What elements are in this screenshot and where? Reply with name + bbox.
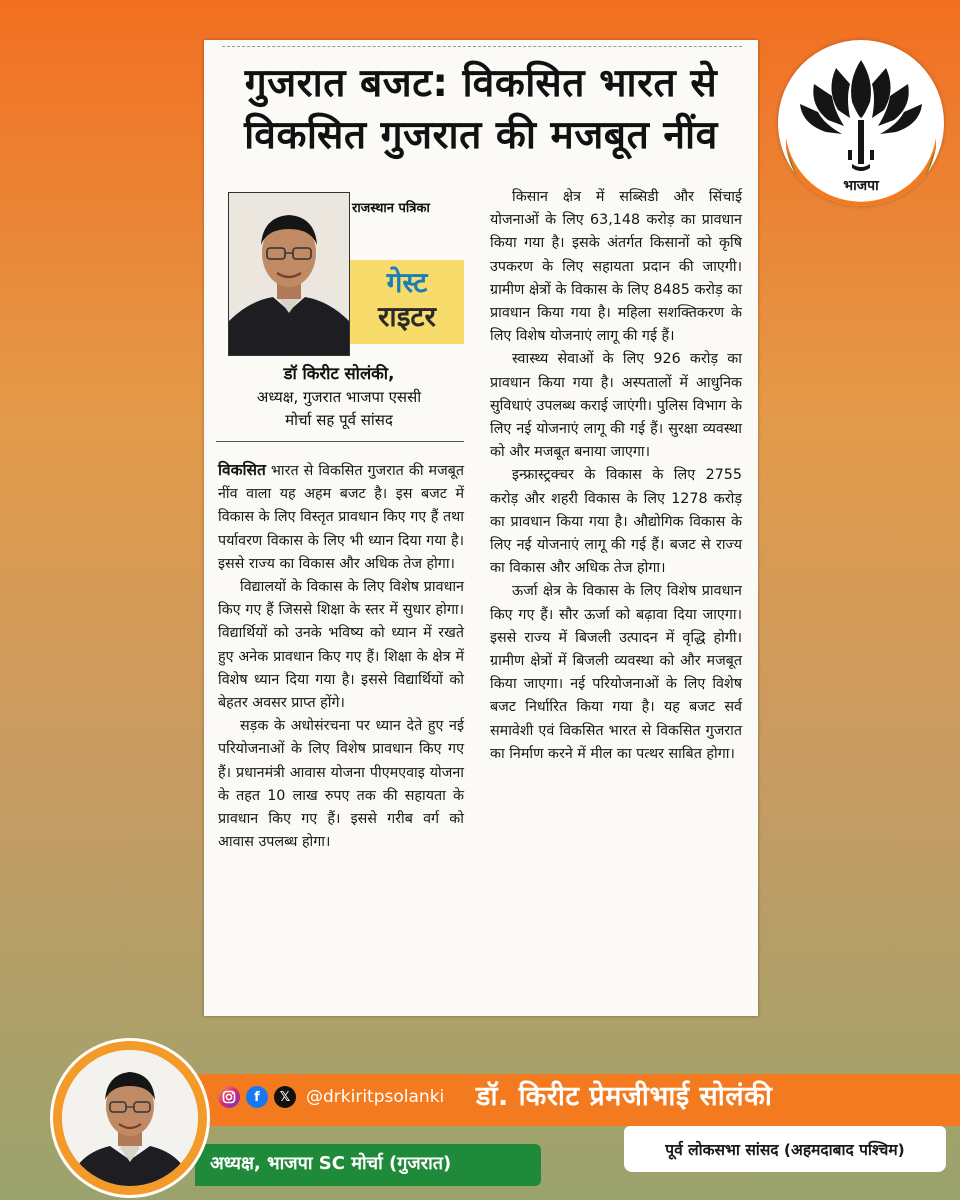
- social-handle-row: [218, 1084, 444, 1110]
- paragraph: सड़क के अधोसंरचना पर ध्यान देते हुए नई परियोजनाओं के लिए विशेष प्रावधान किए गए हैं। प्रधानमंत्री आवास योजना पीएमएवाइ योजना के तहत 10 लाख रुपए तक की सहायता के प्रावधान किए गए हैं। इससे गरीब वर्ग को आवास उपलब्ध होगा।: [218, 718, 464, 851]
- clip-top-border: [222, 46, 742, 49]
- guest-writer-badge: [350, 260, 464, 344]
- facebook-icon[interactable]: f: [246, 1086, 268, 1108]
- footer-subtitle: पूर्व लोकसभा सांसद (अहमदाबाद पश्चिम): [665, 1141, 905, 1159]
- paragraph: इन्फ्रास्ट्रक्चर के विकास के लिए 2755 करोड़ और शहरी विकास के लिए 1278 करोड़ का प्रावधान किया गया है। औद्योगिक विकास के लिए नई योजनाएं लागू की गई हैं। बजट से राज्य का विकास और अधिक तेज होगा।: [490, 467, 742, 577]
- newspaper-clipping: [204, 40, 758, 1016]
- bjp-logo: [778, 40, 944, 206]
- footer-role: अध्यक्ष, भाजपा SC मोर्चा (गुजरात): [210, 1153, 452, 1174]
- social-handle[interactable]: @drkiritpsolanki: [306, 1087, 445, 1107]
- column-divider: [216, 441, 464, 442]
- headline-line-2: विकसित गुजरात की मजबूत नींव: [244, 113, 718, 158]
- author-photo: [228, 192, 350, 356]
- paragraph: ऊर्जा क्षेत्र के विकास के लिए विशेष प्रावधान किए गए हैं। सौर ऊर्जा को बढ़ावा दिया जाएगा। इससे राज्य में बिजली उत्पादन में वृद्धि होगी। ग्रामीण क्षेत्रों में बिजली व्यवस्था को और मजबूत किया जाएगा। नई परियोजनाओं के लिए विशेष बजट निर्धारित किया गया है। यह बजट सर्व समावेशी एवं विकसित भारत से विकसित गुजरात का निर्माण करने में मील का पत्थर साबित होगा।: [490, 583, 742, 762]
- lead-word: विकसित: [218, 461, 266, 479]
- paragraph: स्वास्थ्य सेवाओं के लिए 926 करोड़ का प्रावधान किया गया है। अस्पतालों में आधुनिक सुविधाएं उपलब्ध कराई जाएंगी। पुलिस विभाग के लिए नई योजनाएं लागू की गई हैं। सुरक्षा व्यवस्था को और मजबूत बनाया जाएगा।: [490, 351, 742, 461]
- footer-subtitle-box: [624, 1126, 946, 1172]
- author-role-line-1: अध्यक्ष, गुजरात भाजपा एससी: [256, 388, 422, 406]
- x-icon[interactable]: 𝕏: [274, 1086, 296, 1108]
- footer-name: डॉ. किरीट प्रेमजीभाई सोलंकी: [476, 1081, 773, 1112]
- headline: [204, 58, 758, 162]
- logo-label: भाजपा: [843, 178, 879, 194]
- author-role-line-2: मोर्चा सह पूर्व सांसद: [285, 411, 393, 429]
- article-column-right: [490, 186, 742, 766]
- article-column-left: [218, 459, 464, 854]
- author-role: [214, 386, 464, 432]
- guest-label: गेस्ट: [386, 266, 428, 299]
- paragraph: विद्यालयों के विकास के लिए विशेष प्रावधान किए गए हैं जिससे शिक्षा के स्तर में सुधार होगा। विद्यार्थियों को उनके भविष्य को ध्यान में रखते हुए अनेक प्रावधान किए गए हैं। शिक्षा के क्षेत्र में विशेष ध्यान दिया गया है। इससे विद्यार्थियों को बेहतर अवसर प्राप्त होंगे।: [218, 579, 464, 712]
- paragraph: किसान क्षेत्र में सब्सिडी और सिंचाई योजनाओं के लिए 63,148 करोड़ का प्रावधान किया गया है। इसके अंतर्गत किसानों को कृषि उपकरण के लिए सहायता प्रदान की जाएगी। ग्रामीण क्षेत्रों के विकास के लिए 8485 करोड़ का प्रावधान किया गया है। महिला सशक्तिकरण के लिए विशेष योजनाएं लागू की गई हैं।: [490, 189, 742, 345]
- newspaper-name: राजस्थान पत्रिका: [352, 201, 430, 216]
- instagram-icon[interactable]: [218, 1086, 240, 1108]
- avatar: [62, 1050, 198, 1186]
- paragraph-text: भारत से विकसित गुजरात की मजबूत नींव वाला यह अहम बजट है। इस बजट में विकास के लिए विस्तृत प्रावधान किए गए हैं तथा पर्यावरण विकास के लिए भी ध्यान दिया गया है। इससे राज्य का विकास और अधिक तेज होगा।: [218, 463, 464, 572]
- author-name: डॉ किरीट सोलंकी,: [283, 364, 395, 383]
- writer-label: राइटर: [377, 300, 437, 333]
- headline-line-1: गुजरात बजट: विकसित भारत से: [244, 61, 718, 106]
- paragraph: [218, 459, 464, 576]
